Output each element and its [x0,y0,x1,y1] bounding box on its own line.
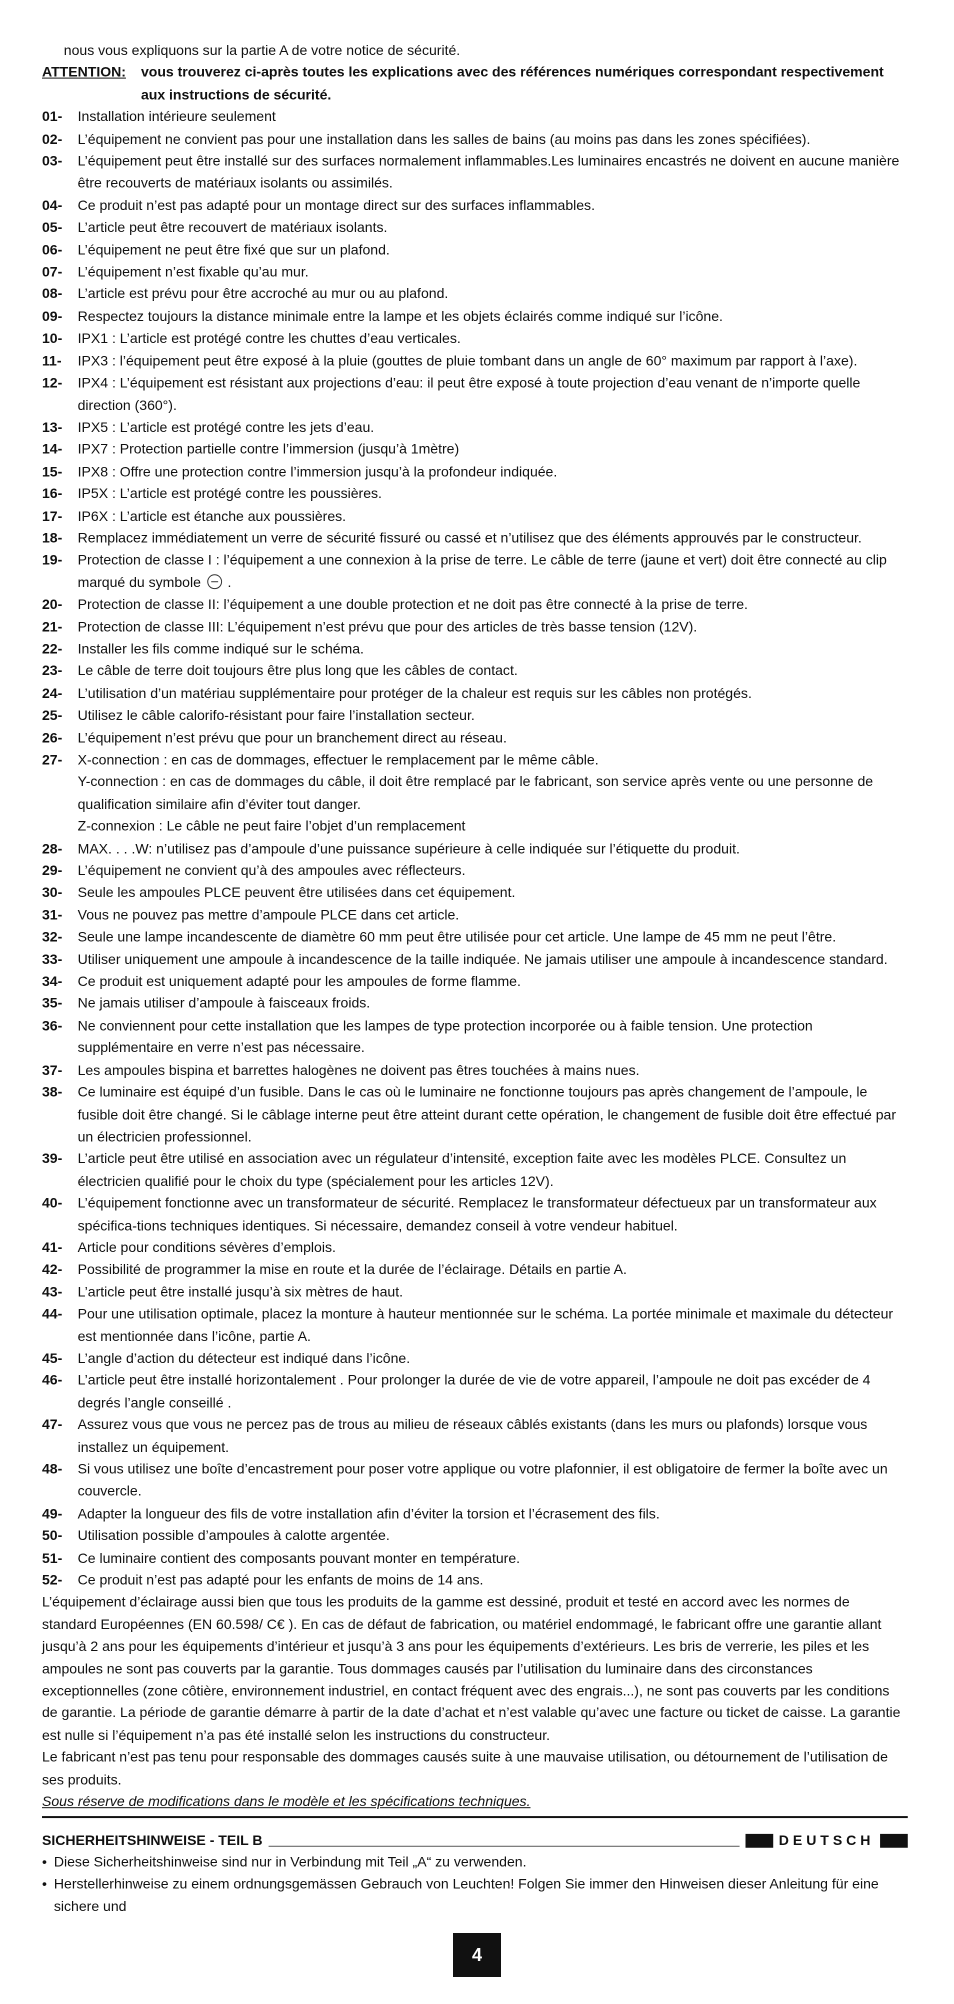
instruction-text-main: Protection de classe II: l’équipement a une double protection et ne doit pas être connecté à la prise de terre. [77,597,748,614]
instruction-text [78,528,908,550]
instruction-text [78,705,908,727]
instruction-text-main: Les ampoules bispina et barrettes halogènes ne doivent pas êtres touchées à mains nues. [77,1062,640,1079]
instruction-text [78,417,908,439]
instruction-number: 02- [42,131,63,148]
instruction-text-main: Si vous utilisez une boîte d’encastrement pour poser votre applique ou votre plafonnier, il est obligatoire de fermer la boîte avec un couvercle. [77,1461,888,1500]
instruction-text [78,1415,908,1459]
instruction-text-main: Vous ne pouvez pas mettre d’ampoule PLCE dans cet article. [77,907,460,924]
instruction-text [78,350,908,372]
earth-ground-icon [207,574,222,589]
instruction-text [78,1503,908,1525]
instruction-item [42,373,908,417]
instruction-item [42,1570,908,1592]
instruction-item [42,1282,908,1304]
instruction-text-main: L’article peut être installé horizontalement . Pour prolonger la durée de vie de votre appareil, l’ampoule ne doit pas excéder de 4 degrés l’angle conseillé . [77,1373,871,1412]
instruction-text-main: L’équipement ne convient qu’à des ampoules avec réflecteurs. [77,863,466,880]
instruction-number: 41- [42,1240,63,1256]
warranty-paragraph: L’équipement d’éclairage aussi bien que tous les produits de la gamme est dessiné, produit et testé en accord avec les normes de standard Européennes (EN 60.598/ C€ ). En cas de défaut de fabrication, ou matériel endommagé, le fabricant offre une garantie allant jusqu’à 2 ans pour les équipements d’intérieur et jusqu’à 3 ans pour les équipements d’extérieurs. Les bris de verrerie, les piles et les ampoules ne sont pas couverts par la garantie. Tous dommages causés par l’utilisation du luminaire dans des circonstances exceptionnelles (zone côtière, environnement industriel, en contact fréquent avec des engrais...), ne sont pas couverts par les conditions de garantie. La période de garantie démarre à partir de la date d’achat et n’est valable qu’avec une facture ou ticket de caisse. La garantie est nulle si l’équipement n’a pas été installé selon les instructions du constructeur. [42,1594,901,1744]
instruction-number: 16- [42,486,63,503]
instruction-text [78,905,908,927]
instruction-number: 33- [42,951,63,968]
instruction-number: 24- [42,685,63,702]
instruction-item [42,860,908,882]
instruction-text-main: IPX8 : Offre une protection contre l’immersion jusqu’à la profondeur indiquée. [77,464,558,481]
instruction-text [78,506,908,528]
instruction-item [42,1149,908,1193]
instruction-item [42,727,908,749]
instruction-item [42,1060,908,1082]
instruction-text [78,749,908,838]
instruction-text-main: IPX7 : Protection partielle contre l’immersion (jusqu’à 1mètre) [77,442,460,458]
instruction-item [42,240,908,262]
instruction-number: 13- [42,419,63,436]
instruction-item [42,328,908,350]
instruction-item [42,107,908,129]
instruction-number: 05- [42,220,63,237]
instruction-text [78,151,908,195]
instruction-text [78,129,908,151]
instruction-text-main: Adapter la longueur des fils de votre installation afin d’éviter la torsion et l’écrasement des fils. [77,1506,660,1523]
intro-text: nous vous expliquons sur la partie A de votre notice de sécurité. [63,42,461,59]
instruction-number: 40- [42,1195,63,1212]
attention-block [42,62,908,106]
instruction-item [42,217,908,239]
instruction-text [78,1570,908,1592]
instruction-number: 37- [42,1062,63,1079]
instruction-item [42,1548,908,1570]
instruction-text-main: X-connection : en cas de dommages, effectuer le remplacement par le même câble. [77,752,599,769]
instruction-text [78,550,908,594]
german-bullet-list [42,1852,908,1919]
instruction-item [42,1259,908,1281]
instruction-item [42,1193,908,1237]
instruction-item [42,993,908,1015]
instruction-text-main: Assurez vous que vous ne percez pas de trous au milieu de réseaux câblés existants (dans les murs ou plafonds) lorsque vous installez un équipement. [77,1417,868,1456]
instruction-text [78,1193,908,1237]
instruction-item [42,661,908,683]
instruction-item [42,306,908,328]
instruction-number: 20- [42,597,63,614]
instruction-text-main: Ne jamais utiliser d’ampoule à faisceaux froids. [77,996,371,1013]
instruction-text-main: L’équipement ne convient pas pour une installation dans les salles de bains (au moins pas dans les zones spécifiées). [77,131,811,148]
instruction-item [42,151,908,195]
instruction-text-main: IPX1 : L’article est protégé contre les chuttes d’eau verticales. [77,331,461,348]
instruction-number: 48- [42,1461,63,1478]
language-tab-left-block [745,1834,773,1848]
instruction-item [42,749,908,838]
instruction-text-main: Ne conviennent pour cette installation que les lampes de type protection incorporée ou à faible tension. Une protection supplémentaire en verre n’est pas nécessaire. [77,1018,813,1057]
instruction-text-main: MAX. . . .W: n’utilisez pas d’ampoule d’une puissance supérieure à celle indiquée sur l’étiquette du produit. [77,841,740,857]
instruction-number: 25- [42,708,63,724]
instruction-text [78,683,908,705]
instruction-number: 12- [42,375,63,392]
instruction-text-main: L’article est prévu pour être accroché au mur ou au plafond. [77,286,449,303]
instruction-text-main: L’équipement ne peut être fixé que sur un plafond. [77,242,390,259]
instruction-number: 36- [42,1018,63,1035]
instruction-number: 45- [42,1351,63,1367]
instruction-text-main: Ce produit est uniquement adapté pour les ampoules de forme flamme. [77,974,521,990]
instruction-text [78,882,908,904]
instruction-text-main: Seule les ampoules PLCE peuvent être utilisées dans cet équipement. [77,885,516,902]
instruction-text-main: IPX5 : L’article est protégé contre les jets d’eau. [77,419,375,436]
instruction-text-suffix: . [223,575,232,591]
instruction-text [78,1149,908,1193]
instruction-item [42,882,908,904]
instruction-number: 08- [42,286,63,303]
instruction-text [78,483,908,505]
instruction-text [78,328,908,350]
instruction-number: 35- [42,996,63,1013]
instruction-item [42,262,908,284]
instruction-text-main: Protection de classe I : l’équipement a une connexion à la prise de terre. Le câble de terre (jaune et vert) doit être connecté au clip marqué du symbole [77,552,887,591]
instruction-item [42,1525,908,1547]
instruction-text [78,1370,908,1414]
instruction-text [78,727,908,749]
instruction-number: 23- [42,663,63,680]
german-section-title: SICHERHEITSHINWEISE - TEIL B [42,1832,263,1849]
instruction-item [42,350,908,372]
document-page [42,40,908,1918]
instruction-text [78,262,908,284]
german-bullet-item [42,1874,908,1918]
instruction-number: 18- [42,530,63,547]
instruction-item [42,417,908,439]
instruction-text [78,1237,908,1259]
instruction-text [78,1304,908,1348]
instruction-text [78,240,908,262]
instruction-text [78,217,908,239]
instruction-number: 15- [42,464,63,481]
instruction-number: 04- [42,198,63,214]
instruction-number: 22- [42,641,63,658]
instruction-text-main: IPX4 : L’équipement est résistant aux projections d’eau: il peut être exposé à toute projection d’eau venant de n’importe quelle direction (360°). [77,375,861,414]
instruction-text [78,1259,908,1281]
instruction-number: 34- [42,974,63,990]
instruction-item [42,594,908,616]
german-bullet-item [42,1852,908,1874]
instruction-number: 07- [42,264,63,281]
instruction-text [78,993,908,1015]
instruction-item [42,439,908,461]
instruction-number: 27- [42,752,63,769]
instruction-number: 44- [42,1306,63,1323]
instruction-text-main: Ce luminaire est équipé d’un fusible. Dans le cas où le luminaire ne fonctionne toujours pas après changement de l’ampoule, le fusible doit être changé. Si le câblage interne peut être atteint durant cette opération, le changement de fusible doit être effectué par un électricien professionnel. [77,1084,897,1146]
instruction-item [42,1370,908,1414]
instruction-text [78,1348,908,1370]
instruction-item [42,461,908,483]
instruction-number: 47- [42,1417,63,1434]
instruction-subline: Y-connection : en cas de dommages du câble, il doit être remplacé par le fabricant, son service après vente ou une personne de qualification similaire afin d’éviter tout danger. [77,774,874,813]
instruction-text [78,439,908,461]
instruction-text [78,949,908,971]
instruction-text-main: Ce produit n’est pas adapté pour un montage direct sur des surfaces inflammables. [77,198,595,214]
instruction-number: 38- [42,1084,63,1101]
instruction-item [42,528,908,550]
instruction-number: 14- [42,442,63,458]
instruction-item [42,483,908,505]
instruction-text-main: L’équipement n’est prévu que pour un branchement direct au réseau. [77,730,507,747]
instruction-number: 03- [42,153,63,170]
instruction-text-main: Possibilité de programmer la mise en route et la durée de l’éclairage. Détails en partie A. [77,1262,627,1279]
instruction-text-main: Utilisez le câble calorifo-résistant pour faire l’installation secteur. [77,708,475,724]
instruction-item [42,838,908,860]
liability-paragraph: Le fabricant n’est pas tenu pour responsable des dommages causés suite à une mauvaise utilisation, ou détournement de l’utilisation de ses produits. [42,1750,888,1789]
instruction-text [78,616,908,638]
bullet-icon: • [42,1854,47,1871]
instruction-number: 29- [42,863,63,880]
instruction-number: 06- [42,242,63,259]
instruction-text-main: Article pour conditions sévères d’emplois. [77,1240,336,1256]
bullet-icon: • [42,1876,47,1893]
instruction-number: 30- [42,885,63,902]
instruction-number: 26- [42,730,63,747]
instruction-number: 11- [42,353,62,370]
instruction-number: 42- [42,1262,63,1279]
instruction-text [78,195,908,217]
instruction-item [42,1415,908,1459]
instruction-text [78,1548,908,1570]
instruction-item [42,616,908,638]
instruction-number: 52- [42,1572,63,1589]
instruction-text-main: Installation intérieure seulement [77,109,276,126]
instruction-number: 17- [42,508,63,525]
instruction-number: 28- [42,841,63,857]
instruction-text [78,1015,908,1059]
instruction-text [78,860,908,882]
instruction-item [42,1304,908,1348]
instruction-number: 46- [42,1373,63,1390]
instruction-number: 01- [42,109,63,126]
instruction-item [42,506,908,528]
instruction-text-main: L’équipement fonctionne avec un transformateur de sécurité. Remplacez le transformateur défectueux par un transformateur aux spécifica-tions techniques identiques. Si nécessaire, demandez conseil à votre vendeur habituel. [77,1195,877,1234]
instruction-text-main: IPX3 : l’équipement peut être exposé à la pluie (gouttes de pluie tombant dans un angle de 60° maximum par rapport à l’axe). [77,353,858,370]
instruction-text [78,1082,908,1149]
instruction-text-main: L’équipement n’est fixable qu’au mur. [77,264,309,281]
reserve-note: Sous réserve de modifications dans le modèle et les spécifications techniques. [42,1794,531,1811]
instruction-text-main: IP5X : L’article est protégé contre les poussières. [77,486,382,503]
instruction-number: 43- [42,1284,63,1301]
instruction-item [42,705,908,727]
instruction-text-main: L’article peut être installé jusqu’à six mètres de haut. [77,1284,404,1301]
instruction-text [78,639,908,661]
instruction-text-main: Ce produit n’est pas adapté pour les enfants de moins de 14 ans. [77,1572,484,1589]
instruction-text [78,1282,908,1304]
language-label: DEUTSCH [778,1832,875,1849]
instruction-text-main: Remplacez immédiatement un verre de sécurité fissuré ou cassé et n’utilisez que des éléments approuvés par le constructeur. [77,530,862,547]
instruction-text-main: Protection de classe III: L’équipement n’est prévu que pour des articles de très basse tension (12V). [77,619,698,636]
instruction-text [78,1525,908,1547]
instruction-text-main: Ce luminaire contient des composants pouvant monter en température. [77,1550,521,1567]
instruction-item [42,971,908,993]
instruction-text-main: L’article peut être recouvert de matériaux isolants. [77,220,388,237]
attention-label: ATTENTION: [42,65,126,81]
instruction-list [42,107,908,1592]
german-bullet-text: Diese Sicherheitshinweise sind nur in Verbindung mit Teil „A“ zu verwenden. [53,1854,527,1871]
instruction-item [42,639,908,661]
instruction-item [42,195,908,217]
instruction-item [42,1015,908,1059]
instruction-item [42,1503,908,1525]
language-tab-right-block [880,1834,908,1848]
instruction-text [78,1060,908,1082]
instruction-item [42,683,908,705]
instruction-number: 10- [42,331,63,348]
instruction-text-main: L’article peut être utilisé en association avec un régulateur d’intensité, exception faite avec les modèles PLCE. Consultez un électricien qualifié pour le choix du type (spécialement pour les articles 12V). [77,1151,847,1190]
instruction-item [42,905,908,927]
header-rule [268,1834,739,1847]
instruction-number: 19- [42,552,63,569]
instruction-number: 21- [42,619,63,636]
instruction-text [78,971,908,993]
instruction-number: 32- [42,929,63,946]
instruction-item [42,927,908,949]
instruction-subline: Z-connexion : Le câble ne peut faire l’objet d’un remplacement [77,818,466,835]
instruction-text-main: Respectez toujours la distance minimale entre la lampe et les objets éclairés comme indiqué sur l’icône. [77,309,723,325]
instruction-text-main: IP6X : L’article est étanche aux poussières. [77,508,347,525]
attention-text: vous trouverez ci-après toutes les explications avec des références numériques correspondant respectivement aux instructions de sécurité. [140,65,884,104]
german-section-header [42,1829,908,1851]
instruction-text-main: L’utilisation d’un matériau supplémentaire pour protéger de la chaleur est requis sur les câbles non protégés. [77,685,752,702]
instruction-text [78,661,908,683]
instruction-number: 31- [42,907,63,924]
instruction-text [78,1459,908,1503]
instruction-item [42,1082,908,1149]
instruction-item [42,1459,908,1503]
instruction-number: 39- [42,1151,63,1168]
instruction-item [42,129,908,151]
instruction-text [78,594,908,616]
instruction-text-main: Le câble de terre doit toujours être plus long que les câbles de contact. [77,663,518,680]
instruction-text [78,461,908,483]
instruction-text-main: Utilisation possible d’ampoules à calotte argentée. [77,1528,390,1545]
section-divider [42,1816,908,1818]
german-bullet-text: Herstellerhinweise zu einem ordnungsgemässen Gebrauch von Leuchten! Folgen Sie immer den Hinweisen dieser Anleitung für eine sichere und [53,1876,879,1915]
instruction-text-main: L’angle d’action du détecteur est indiqué dans l’icône. [77,1351,411,1367]
instruction-text [78,107,908,129]
instruction-text-main: L’équipement peut être installé sur des surfaces normalement inflammables.Les luminaires encastrés ne doivent en aucune manière être recouverts de matériaux isolants ou assimilés. [77,153,900,192]
instruction-number: 51- [42,1550,63,1567]
instruction-text-main: Seule une lampe incandescente de diamètre 60 mm peut être utilisée pour cet article. Une lampe de 45 mm ne peut l’être. [77,929,837,946]
instruction-text-main: Pour une utilisation optimale, placez la monture à hauteur mentionnée sur le schéma. La portée minimale et maximale du détecteur est mentionnée dans l’icône, partie A. [77,1306,894,1345]
instruction-number: 49- [42,1506,63,1523]
instruction-text [78,373,908,417]
instruction-item [42,1348,908,1370]
instruction-item [42,550,908,594]
instruction-text-main: Utiliser uniquement une ampoule à incandescence de la taille indiquée. Ne jamais utiliser une ampoule à incandescence standard. [77,951,888,968]
instruction-item [42,1237,908,1259]
instruction-text-main: Installer les fils comme indiqué sur le schéma. [77,641,364,658]
page-number: 4 [453,1933,501,1977]
instruction-text [78,284,908,306]
instruction-text [78,306,908,328]
instruction-item [42,284,908,306]
instruction-text [78,927,908,949]
instruction-text [78,838,908,860]
instruction-number: 09- [42,309,63,325]
instruction-item [42,949,908,971]
instruction-number: 50- [42,1528,63,1545]
